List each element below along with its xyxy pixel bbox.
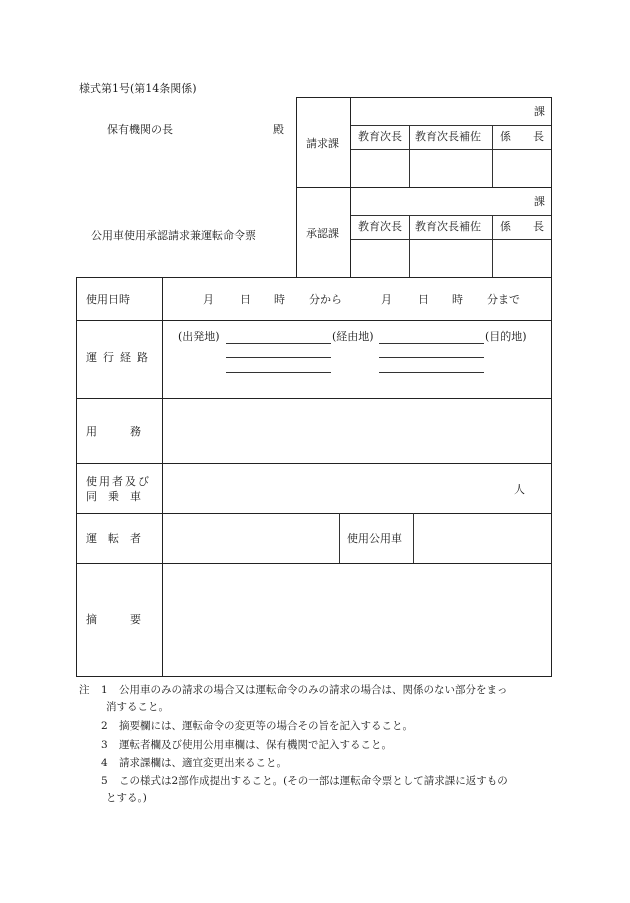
honorific: 殿 bbox=[273, 123, 284, 136]
note-1-num: 1 bbox=[101, 684, 108, 696]
to-hour: 時 bbox=[452, 293, 463, 306]
via-label: (経由地) bbox=[332, 330, 374, 343]
notes-prefix: 注 bbox=[79, 684, 90, 696]
vehicle-label: 使用公用車 bbox=[347, 532, 402, 545]
route-label: 運行経路 bbox=[86, 351, 154, 364]
approve-dept-label: 承認課 bbox=[306, 227, 339, 240]
usage-datetime-label: 使用日時 bbox=[86, 293, 130, 306]
remarks-label: 摘 要 bbox=[86, 613, 141, 626]
to-month: 月 bbox=[381, 293, 392, 306]
note-5-line1: この様式は2部作成提出すること。(その一部は運転命令票として請求課に返すもの bbox=[119, 775, 508, 787]
request-role-1: 教育次長 bbox=[358, 130, 402, 143]
departure-label: (出発地) bbox=[178, 330, 220, 343]
to-day: 日 bbox=[418, 293, 429, 306]
approve-role-1: 教育次長 bbox=[358, 220, 402, 233]
passengers-label-line1: 使用者及び bbox=[86, 475, 151, 488]
passengers-label-line2: 同 乗 車 bbox=[86, 490, 141, 503]
addressee: 保有機関の長 bbox=[107, 123, 173, 136]
from-minute: 分から bbox=[309, 293, 342, 306]
note-1-line1: 公用車のみの請求の場合又は運転命令のみの請求の場合は、関係のない部分をまっ bbox=[119, 684, 508, 696]
request-dept-label: 請求課 bbox=[306, 137, 339, 150]
form-title: 公用車使用承認請求兼運転命令票 bbox=[91, 229, 256, 242]
note-4-num: 4 bbox=[101, 757, 108, 769]
note-3-line1: 運転者欄及び使用公用車欄は、保有機関で記入すること。 bbox=[119, 739, 392, 751]
note-2-num: 2 bbox=[101, 720, 108, 732]
note-2-line1: 摘要欄には、運転命令の変更等の場合その旨を記入すること。 bbox=[119, 720, 413, 732]
to-minute: 分まで bbox=[487, 293, 520, 306]
form-number: 様式第1号(第14条関係) bbox=[79, 82, 197, 95]
approve-role-2: 教育次長補佐 bbox=[415, 220, 481, 233]
request-role-3: 係 長 bbox=[500, 130, 544, 143]
via-underline[interactable] bbox=[379, 343, 484, 344]
approve-role-3: 係 長 bbox=[500, 220, 544, 233]
note-3-num: 3 bbox=[101, 739, 108, 751]
note-4-line1: 請求課欄は、適宜変更出来ること。 bbox=[119, 757, 287, 769]
destination-label: (目的地) bbox=[485, 330, 527, 343]
purpose-label: 用 務 bbox=[86, 425, 141, 438]
request-role-2: 教育次長補佐 bbox=[415, 130, 481, 143]
note-5-num: 5 bbox=[101, 775, 108, 787]
from-day: 日 bbox=[240, 293, 251, 306]
note-1-line2: 消すること。 bbox=[106, 701, 169, 713]
approve-dept-suffix: 課 bbox=[534, 195, 545, 208]
passengers-unit: 人 bbox=[514, 483, 525, 496]
driver-label: 運 転 者 bbox=[86, 532, 141, 545]
request-dept-suffix: 課 bbox=[534, 105, 545, 118]
from-month: 月 bbox=[203, 293, 214, 306]
note-5-line2: とする。) bbox=[106, 792, 147, 804]
departure-underline[interactable] bbox=[226, 343, 331, 344]
from-hour: 時 bbox=[274, 293, 285, 306]
